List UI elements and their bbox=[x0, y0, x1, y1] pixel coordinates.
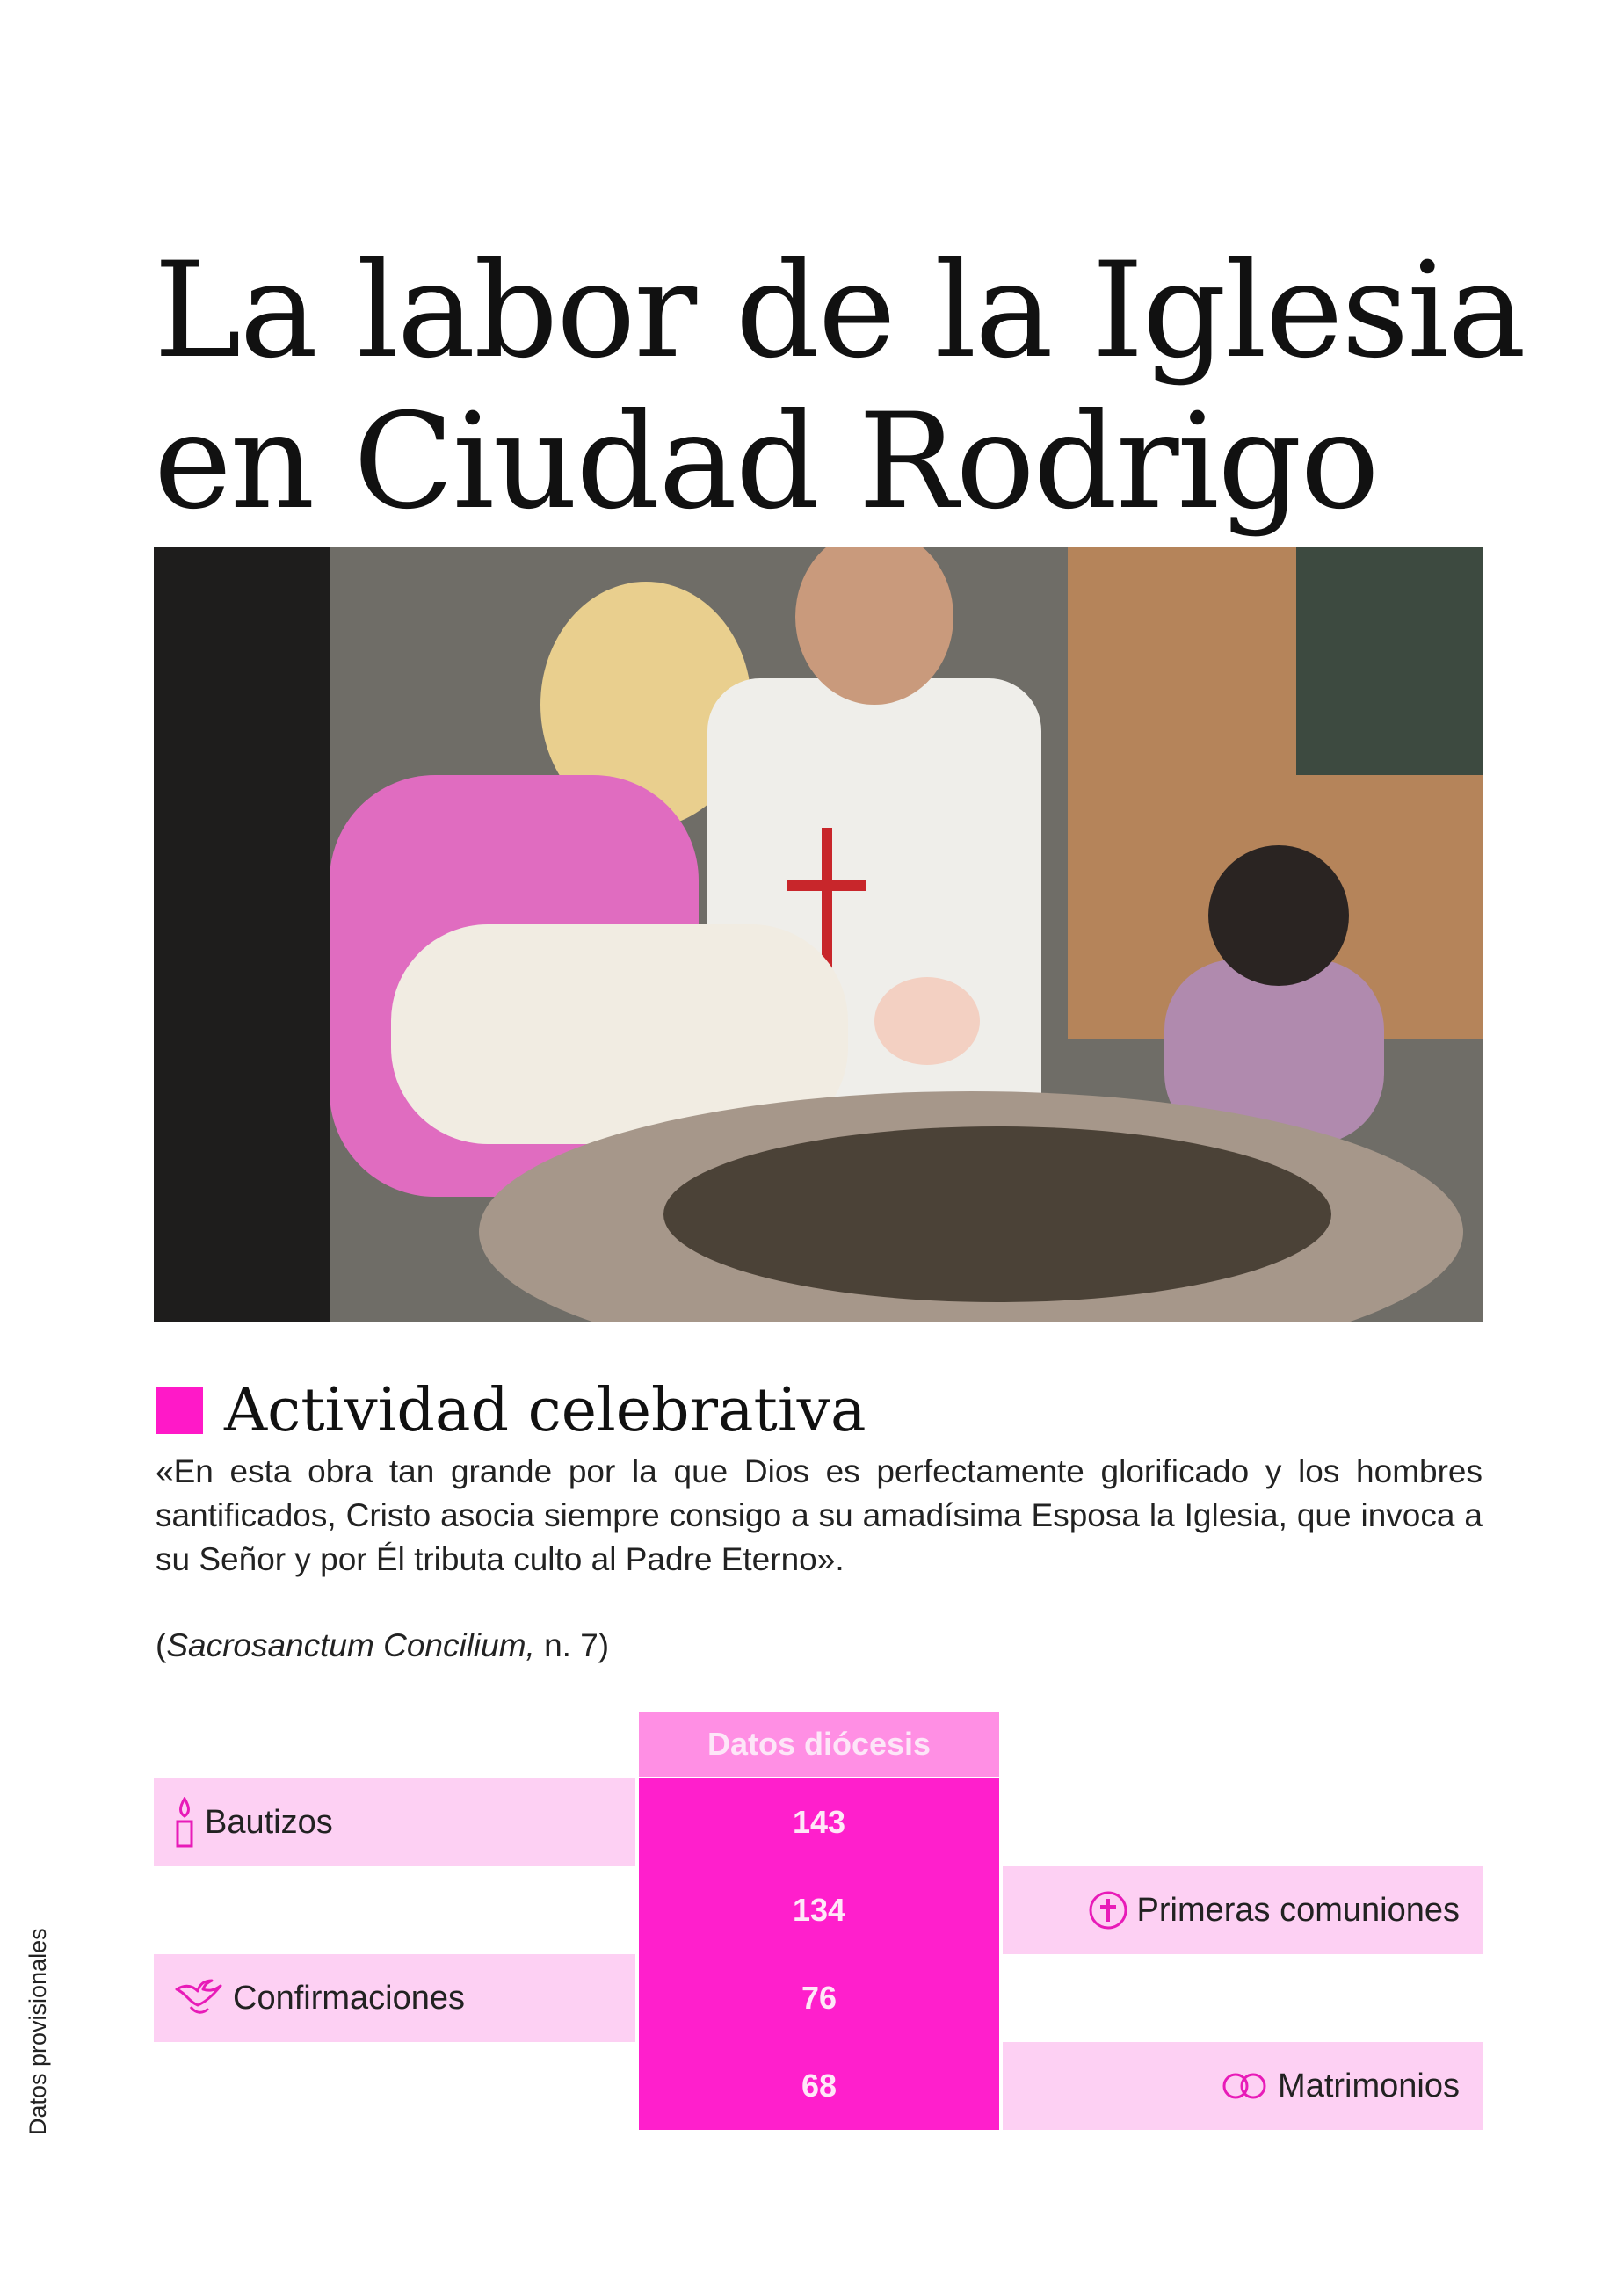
title-line-1: La labor de la Iglesia bbox=[154, 235, 1525, 387]
source-open: ( bbox=[156, 1627, 167, 1663]
rings-icon bbox=[1220, 2071, 1269, 2101]
source-rest: n. 7) bbox=[534, 1627, 610, 1663]
quote-text: «En esta obra tan grande por la que Dios es perfectamente glorificado y los hombres santificados, Cristo asocia siempre consigo a su amadísima Esposa la Iglesia, que invoca a su Señor y por Él tributa culto al Padre Eterno». bbox=[156, 1453, 1483, 1577]
table-row bbox=[154, 1954, 1483, 2042]
section-title: Actividad celebrativa bbox=[224, 1375, 866, 1445]
side-note: Datos provisionales bbox=[25, 1928, 51, 2135]
stats-table bbox=[154, 1712, 1483, 2133]
row-label-left bbox=[154, 1778, 635, 1866]
row-value: 76 bbox=[639, 1954, 999, 2042]
row-label: Bautizos bbox=[205, 1803, 333, 1841]
table-row bbox=[154, 1778, 1483, 1866]
row-label-right bbox=[1003, 1866, 1483, 1954]
section-header bbox=[156, 1375, 866, 1445]
page-title bbox=[154, 235, 1525, 538]
candle-icon bbox=[173, 1797, 196, 1848]
row-label: Confirmaciones bbox=[233, 1979, 465, 2017]
row-value: 68 bbox=[639, 2042, 999, 2130]
row-value: 134 bbox=[639, 1866, 999, 1954]
table-row bbox=[154, 1866, 1483, 1954]
dove-icon bbox=[173, 1979, 224, 2017]
source-title: Sacrosanctum Concilium, bbox=[166, 1627, 535, 1663]
baptism-illustration bbox=[154, 547, 1483, 1322]
quote-source bbox=[156, 1627, 609, 1664]
table-row bbox=[154, 2042, 1483, 2130]
row-label-left bbox=[154, 1954, 635, 2042]
row-value: 143 bbox=[639, 1778, 999, 1866]
table-header: Datos diócesis bbox=[639, 1712, 999, 1777]
row-label: Matrimonios bbox=[1278, 2067, 1460, 2104]
section-marker bbox=[156, 1387, 203, 1434]
title-line-2: en Ciudad Rodrigo bbox=[154, 386, 1378, 539]
row-label: Primeras comuniones bbox=[1136, 1891, 1460, 1929]
host-cross-icon bbox=[1088, 1890, 1128, 1930]
baptism-photo bbox=[154, 547, 1483, 1322]
row-label-right bbox=[1003, 2042, 1483, 2130]
